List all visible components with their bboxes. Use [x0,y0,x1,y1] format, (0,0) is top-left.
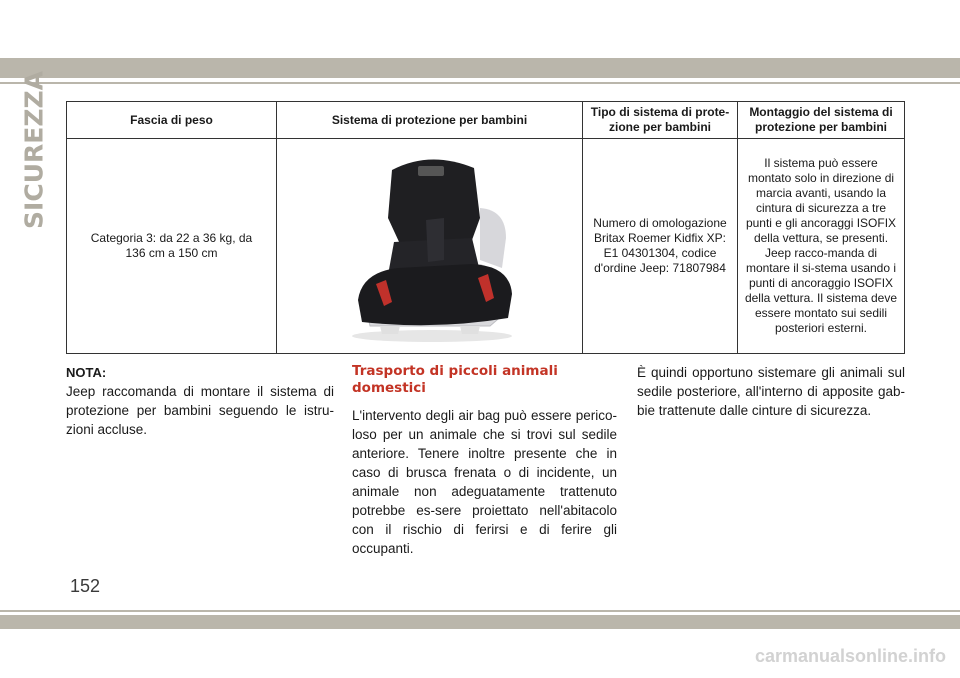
cell-weight: Categoria 3: da 22 a 36 kg, da 136 cm a 150 cm [67,139,277,354]
header-type: Tipo di sistema di prote- zione per bambini [583,102,738,139]
cell-seat-image [277,139,583,354]
bottom-rule [0,610,960,612]
note-title: NOTA: [66,365,107,380]
note-column [66,363,334,439]
header-weight: Fascia di peso [67,102,277,139]
continuation-column [637,363,905,420]
section-side-label [19,71,49,229]
header-system: Sistema di protezione per bambini [277,102,583,139]
pets-text: L'intervento degli air bag può essere perico-loso per un animale che si trovi sul sedile anteriore. Tenere inoltre presente che in caso di brusca frenata o di incidente, un animale non adeguatamente trattenuto potrebbe es-sere proiettato nell'abitacolo con il rischio di ferirsi e di ferire gli occupanti. [352,408,617,556]
booster-seat-image [340,148,520,344]
note-text: Jeep raccomanda di montare il sistema di protezione per bambini seguendo le istru-zioni accluse. [66,384,334,437]
watermark: carmanualsonline.info [754,646,946,666]
cell-type: Numero di omologazione Britax Roemer Kidfix XP: E1 04301304, codice d'ordine Jeep: 71807984 [583,139,738,354]
pets-column [352,363,617,558]
table-header-row [67,102,905,139]
section-label-text: SICUREZZA [19,71,49,229]
cell-mounting: Il sistema può essere montato solo in direzione di marcia avanti, usando la cintura di sicurezza a tre punti e gli ancoraggi ISOFIX della vettura, se presenti. Jeep racco-manda di montare il si-stema usando i punti di ancoraggio ISOFIX della vettura. Il sistema deve essere montato sui sedili posteriori esterni. [738,139,905,354]
page-number: 152 [70,576,101,596]
child-seat-table [66,101,905,354]
pets-title: Trasporto di piccoli animali domestici [352,363,558,396]
header-mounting: Montaggio del sistema di protezione per bambini [738,102,905,139]
top-rule [0,82,960,84]
table-row [67,139,905,354]
bottom-band [0,615,960,629]
pets-continuation: È quindi opportuno sistemare gli animali sul sedile posteriore, all'interno di apposite gab-bie trattenute dalle cinture di sicurezza. [637,365,905,418]
top-band [0,58,960,78]
